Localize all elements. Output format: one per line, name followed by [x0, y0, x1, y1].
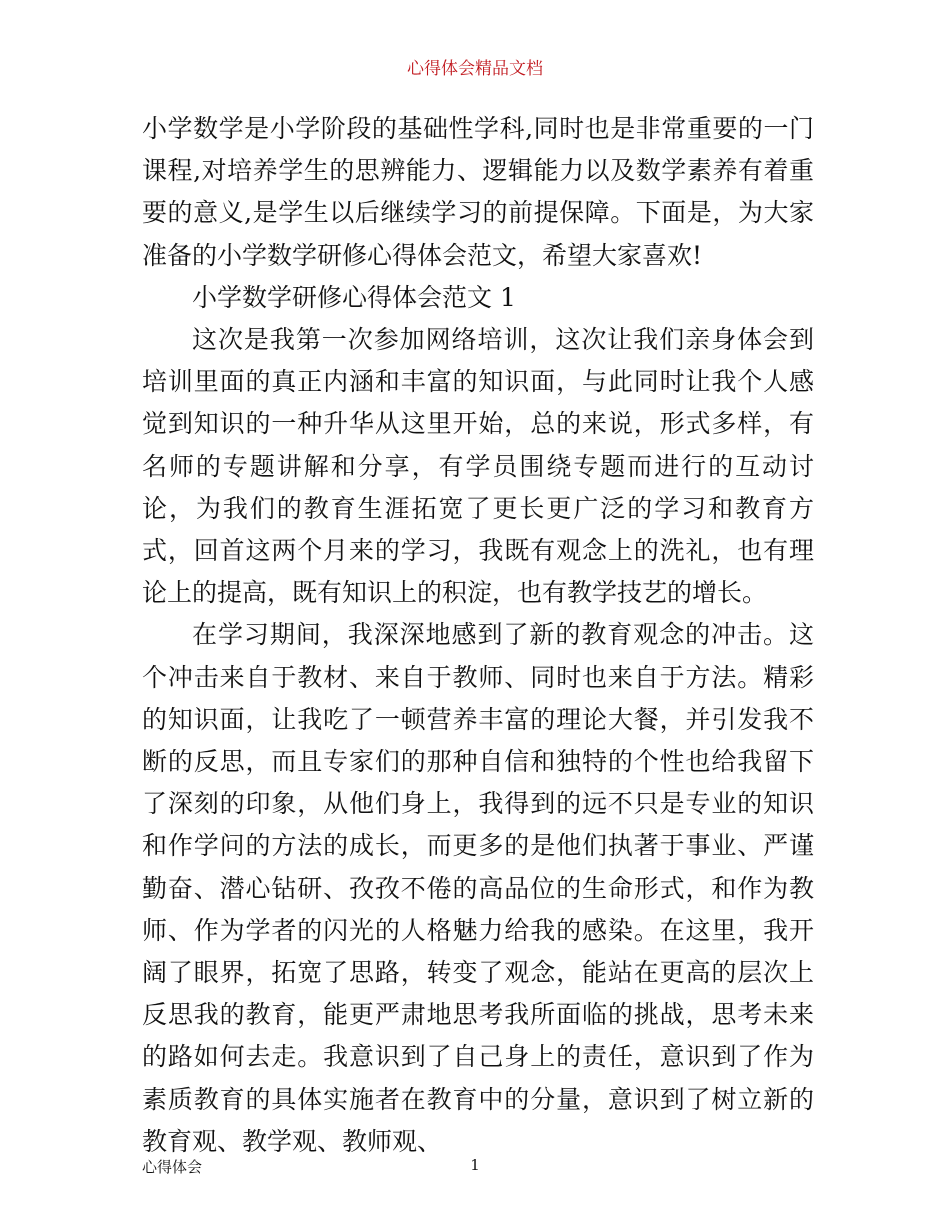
- body-paragraph-2: 在学习期间，我深深地感到了新的教育观念的冲击。这个冲击来自于教材、来自于教师、同时也来自于方法。精彩的知识面，让我吃了一顿营养丰富的理论大餐，并引发我不断的反思，而且专家们的那种自信和独特的个性也给我留下了深刻的印象，从他们身上，我得到的远不只是专业的知识和作学问的方法的成长，而更多的是他们执著于事业、严谨勤奋、潜心钻研、孜孜不倦的高品位的生命形式，和作为教师、作为学者的闪光的人格魅力给我的感染。在这里，我开阔了眼界，拓宽了思路，转变了观念，能站在更高的层次上反思我的教育，能更严肃地思考我所面临的挑战，思考未来的路如何去走。我意识到了自己身上的责任，意识到了作为素质教育的具体实施者在教育中的分量，意识到了树立新的教育观、教学观、教师观、: [142, 620, 814, 1156]
- section-title: 小学数学研修心得体会范文 1: [192, 282, 516, 312]
- page-header-title: 心得体会精品文档: [407, 59, 543, 79]
- body-paragraph-1: 这次是我第一次参加网络培训，这次让我们亲身体会到培训里面的真正内涵和丰富的知识面，与此同时让我个人感觉到知识的一种升华从这里开始，总的来说，形式多样，有名师的专题讲解和分享，有学员围绕专题而进行的互动讨论，为我们的教育生涯拓宽了更长更广泛的学习和教育方式，回首这两个月来的学习，我既有观念上的洗礼，也有理论上的提高，既有知识上的积淀，也有教学技艺的增长。: [142, 325, 814, 608]
- document-body: [142, 108, 814, 1163]
- page-number: 1: [470, 1156, 480, 1174]
- intro-paragraph: 小学数学是小学阶段的基础性学科,同时也是非常重要的一门课程,对培养学生的思辨能力、逻辑能力以及数学素养有着重要的意义,是学生以后继续学习的前提保障。下面是，为大家准备的小学数学研修心得体会范文，希望大家喜欢!: [142, 114, 814, 270]
- page-footer-label: 心得体会: [142, 1158, 203, 1176]
